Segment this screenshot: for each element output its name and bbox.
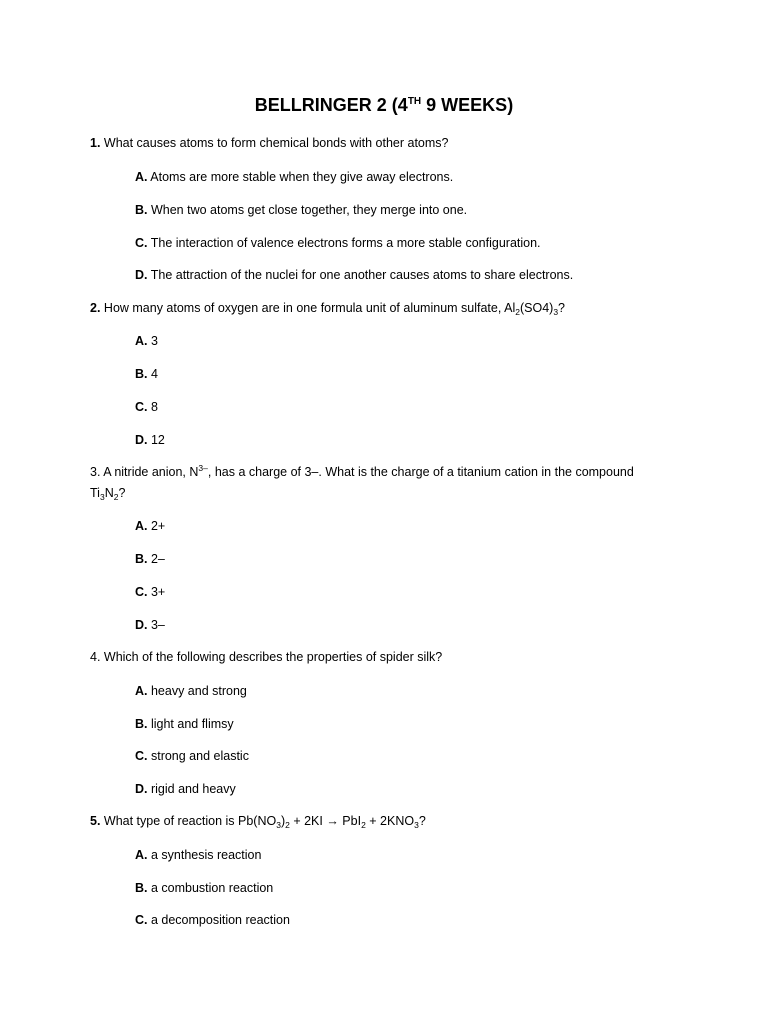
q3-option-a (135, 518, 695, 534)
question-text: ? (418, 814, 426, 828)
q5-option-c (135, 912, 695, 928)
option-letter: B. (135, 552, 148, 566)
subscript: 2 (285, 820, 290, 830)
option-letter: D. (135, 268, 148, 282)
subscript: 3 (414, 820, 419, 830)
question-text: ? (118, 486, 126, 500)
q3-option-c (135, 584, 695, 600)
subscript: 2 (113, 492, 119, 502)
q3-option-d (135, 617, 695, 633)
question-text: ? (558, 301, 565, 315)
option-letter: A. (135, 170, 148, 184)
option-text: heavy and strong (147, 684, 247, 698)
q4-option-a (135, 683, 695, 699)
question-text: What type of reaction is Pb(NO (100, 814, 277, 828)
option-letter: A. (135, 334, 148, 348)
question-4 (90, 647, 670, 668)
option-letter: D. (135, 782, 148, 796)
option-letter: A. (135, 848, 148, 862)
option-text: When two atoms get close together, they merge into one. (147, 203, 468, 217)
option-text: a decomposition reaction (147, 913, 290, 927)
option-letter: A. (135, 519, 148, 533)
subscript: 3 (99, 492, 105, 502)
option-letter: B. (135, 881, 148, 895)
question-text: + 2KNO (365, 814, 415, 828)
question-text: ) (280, 814, 286, 828)
q1-option-c (135, 235, 695, 251)
option-letter: C. (135, 400, 148, 414)
subscript: 3 (553, 307, 559, 317)
option-letter: D. (135, 618, 148, 632)
question-text: (SO4) (519, 301, 554, 315)
q1-option-b (135, 202, 695, 218)
q5-option-a (135, 847, 695, 863)
option-text: strong and elastic (147, 749, 249, 763)
option-text: 3 (147, 334, 158, 348)
question-text: What causes atoms to form chemical bonds with other atoms? (100, 136, 449, 150)
q4-option-b (135, 716, 695, 732)
option-letter: B. (135, 203, 148, 217)
question-text: 4. Which of the following describes the properties of spider silk? (90, 650, 443, 664)
subscript: 2 (515, 307, 520, 317)
q2-option-b (135, 366, 695, 382)
superscript: 3– (198, 463, 208, 473)
option-letter: B. (135, 367, 148, 381)
question-number: 1. (90, 136, 101, 150)
option-letter: C. (135, 585, 148, 599)
subscript: 3 (276, 820, 281, 830)
q1-option-a (135, 169, 695, 185)
q3-option-b (135, 551, 695, 567)
q1-option-d (135, 267, 695, 283)
question-text: , has a charge of 3–. What is the charge of a titanium cation in the compound Ti (90, 465, 634, 500)
question-text: How many atoms of oxygen are in one formula unit of aluminum sulfate, Al (100, 301, 516, 315)
subscript: 2 (361, 820, 366, 830)
question-text: N (104, 486, 114, 500)
option-text: 2+ (147, 519, 166, 533)
option-letter: A. (135, 684, 148, 698)
option-letter: C. (135, 236, 148, 250)
option-letter: B. (135, 717, 148, 731)
option-text: a combustion reaction (147, 881, 274, 895)
title-rest: 9 WEEKS) (421, 95, 514, 115)
q2-option-c (135, 399, 695, 415)
option-text: 3+ (147, 585, 166, 599)
question-text: 3. A nitride anion, N (90, 465, 199, 479)
title-superscript: TH (407, 96, 422, 107)
option-letter: C. (135, 913, 148, 927)
option-text: 3– (147, 618, 165, 632)
q2-option-d (135, 432, 695, 448)
question-number: 5. (90, 814, 101, 828)
option-text: rigid and heavy (147, 782, 236, 796)
question-2 (90, 298, 670, 319)
option-text: 2– (147, 552, 165, 566)
page-title (0, 94, 768, 116)
question-number: 2. (90, 301, 101, 315)
question-3 (90, 462, 660, 504)
option-text: light and flimsy (147, 717, 234, 731)
option-letter: D. (135, 433, 148, 447)
option-text: 4 (147, 367, 158, 381)
option-text: The attraction of the nuclei for one another causes atoms to share electrons. (147, 268, 574, 282)
question-5 (90, 811, 670, 832)
option-text: a synthesis reaction (147, 848, 262, 862)
option-letter: C. (135, 749, 148, 763)
q4-option-d (135, 781, 695, 797)
q4-option-c (135, 748, 695, 764)
question-text: + 2KI → PbI (289, 814, 362, 828)
option-text: The interaction of valence electrons forms a more stable configuration. (147, 236, 541, 250)
option-text: 12 (147, 433, 165, 447)
option-text: 8 (147, 400, 158, 414)
title-main: BELLRINGER 2 (4 (254, 95, 408, 115)
question-1 (90, 133, 670, 154)
q2-option-a (135, 333, 695, 349)
q5-option-b (135, 880, 695, 896)
option-text: Atoms are more stable when they give away electrons. (147, 170, 454, 184)
